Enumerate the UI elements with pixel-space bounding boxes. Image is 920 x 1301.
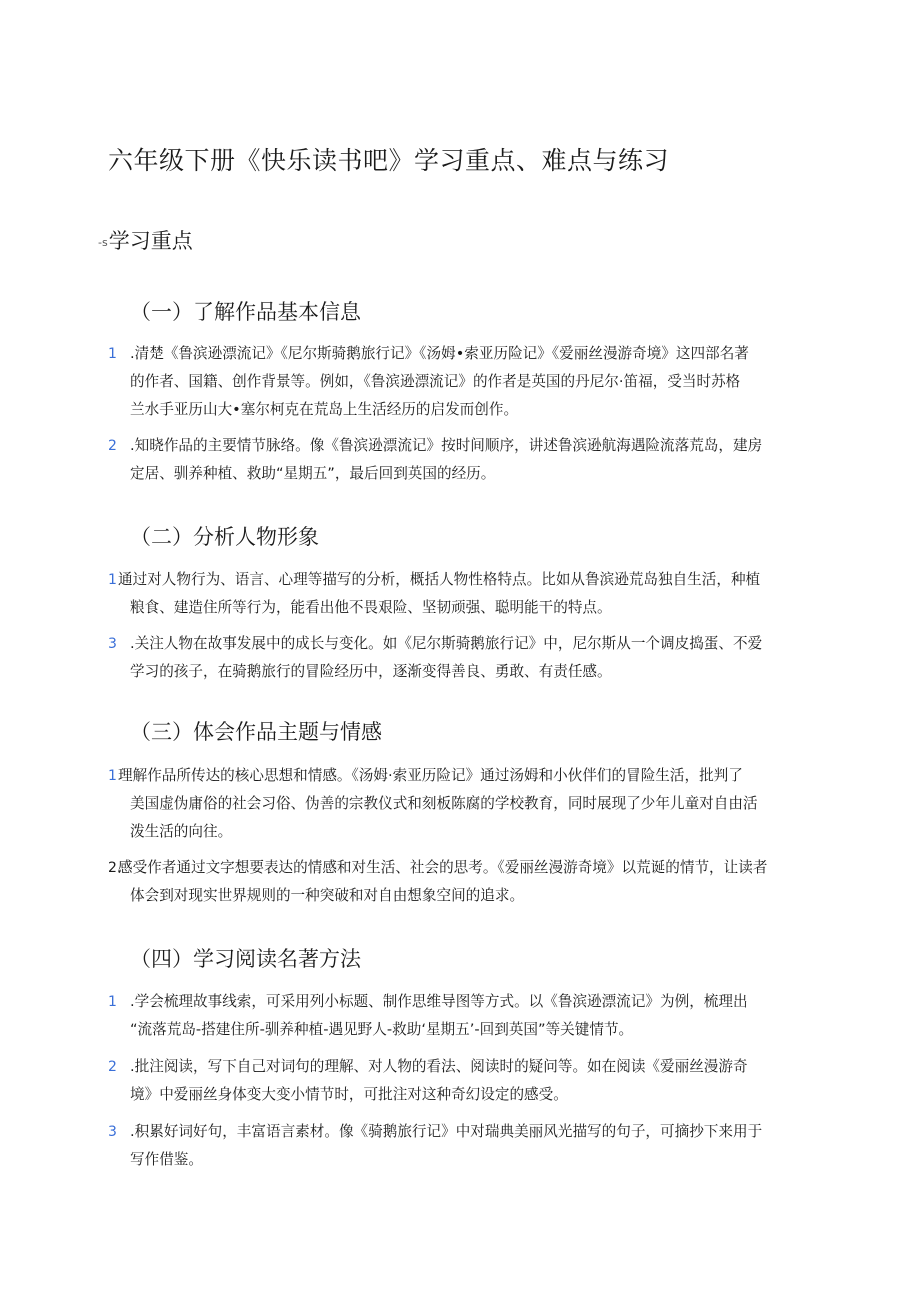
item-number: 3 [108, 636, 117, 652]
section-mark: -s [98, 235, 108, 249]
item-number: 1 [108, 572, 117, 588]
text-line: .积累好词好句，丰富语言素材。像《骑鹅旅行记》中对瑞典美丽风光描写的句子，可摘抄下来用于 [130, 1123, 763, 1140]
text-line: 通过对人物行为、语言、心理等描写的分析，概括人物性格特点。比如从鲁滨逊荒岛独自生活，种植 [118, 571, 761, 588]
subsection-heading-1: （一）了解作品基本信息 [130, 300, 361, 324]
text-line: .知晓作品的主要情节脉络。像《鲁滨逊漂流记》按时间顺序，讲述鲁滨逊航海遇险流落荒岛，建房 [130, 437, 763, 454]
subsection-heading-2: （二）分析人物形象 [130, 525, 319, 549]
text-line: 理解作品所传达的核心思想和情感。《汤姆·索亚历险记》通过汤姆和小伙伴们的冒险生活，批判了 [118, 767, 743, 784]
text-line: 定居、驯养种植、救助“星期五”，最后回到英国的经历。 [130, 465, 496, 482]
text-line: 兰水手亚历山大•塞尔柯克在荒岛上生活经历的启发而创作。 [130, 401, 519, 418]
item-number: 2 [108, 1059, 117, 1075]
text-line: 境》中爱丽丝身体变大变小情节时，可批注对这种奇幻设定的感受。 [130, 1086, 568, 1103]
text-line: 粮食、建造住所等行为，能看出他不畏艰险、坚韧顽强、聪明能干的特点。 [130, 599, 612, 616]
list-item [108, 854, 820, 910]
text-line: 感受作者通过文字想要表达的情感和对生活、社会的思考。《爱丽丝漫游奇境》以荒诞的情节，让读者 [118, 859, 768, 876]
list-item [108, 762, 820, 846]
document-title: 六年级下册《快乐读书吧》学习重点、难点与练习 [108, 146, 670, 175]
text-line: 体会到对现实世界规则的一种突破和对自由想象空间的追求。 [130, 887, 525, 904]
text-line: 的作者、国籍、创作背景等。例如，《鲁滨逊漂流记》的作者是英国的丹尼尔·笛福，受当时苏格 [130, 373, 741, 390]
text-line: .学会梳理故事线索，可采用列小标题、制作思维导图等方式。以《鲁滨逊漂流记》为例，梳理出 [130, 993, 748, 1010]
list-item [108, 566, 820, 622]
text-line: .关注人物在故事发展中的成长与变化。如《尼尔斯骑鹅旅行记》中，尼尔斯从一个调皮捣蛋、不爱 [130, 635, 763, 652]
item-number: 1 [108, 346, 117, 362]
list-item [108, 1118, 820, 1174]
list-item [108, 340, 820, 424]
list-item [108, 630, 820, 686]
list-item [108, 432, 820, 488]
text-line: 泼生活的向往。 [130, 823, 233, 840]
section-heading [98, 225, 193, 255]
list-item [108, 988, 820, 1044]
text-line: .清楚《鲁滨逊漂流记》《尼尔斯骑鹅旅行记》《汤姆•索亚历险记》《爱丽丝漫游奇境》这四部名著 [130, 345, 749, 362]
item-number: 2. [108, 860, 122, 876]
subsection-heading-3: （三）体会作品主题与情感 [130, 720, 382, 744]
item-number: 1 [108, 768, 117, 784]
item-number: 1 [108, 994, 117, 1010]
item-number: 3 [108, 1124, 117, 1140]
text-line: 写作借鉴。 [130, 1151, 203, 1168]
item-number: 2 [108, 438, 117, 454]
section-label: 学习重点 [108, 229, 193, 253]
text-line: 学习的孩子，在骑鹅旅行的冒险经历中，逐渐变得善良、勇敢、有责任感。 [130, 663, 612, 680]
list-item [108, 1053, 820, 1109]
subsection-heading-4: （四）学习阅读名著方法 [130, 947, 361, 971]
text-line: .批注阅读，写下自己对词句的理解、对人物的看法、阅读时的疑问等。如在阅读《爱丽丝漫游奇 [130, 1058, 748, 1075]
text-line: 美国虚伪庸俗的社会习俗、伪善的宗教仪式和刻板陈腐的学校教育，同时展现了少年儿童对自由活 [130, 795, 758, 812]
text-line: “流落荒岛-搭建住所-驯养种植-遇见野人-救助‘星期五’-回到英国”等关键情节。 [130, 1021, 634, 1038]
